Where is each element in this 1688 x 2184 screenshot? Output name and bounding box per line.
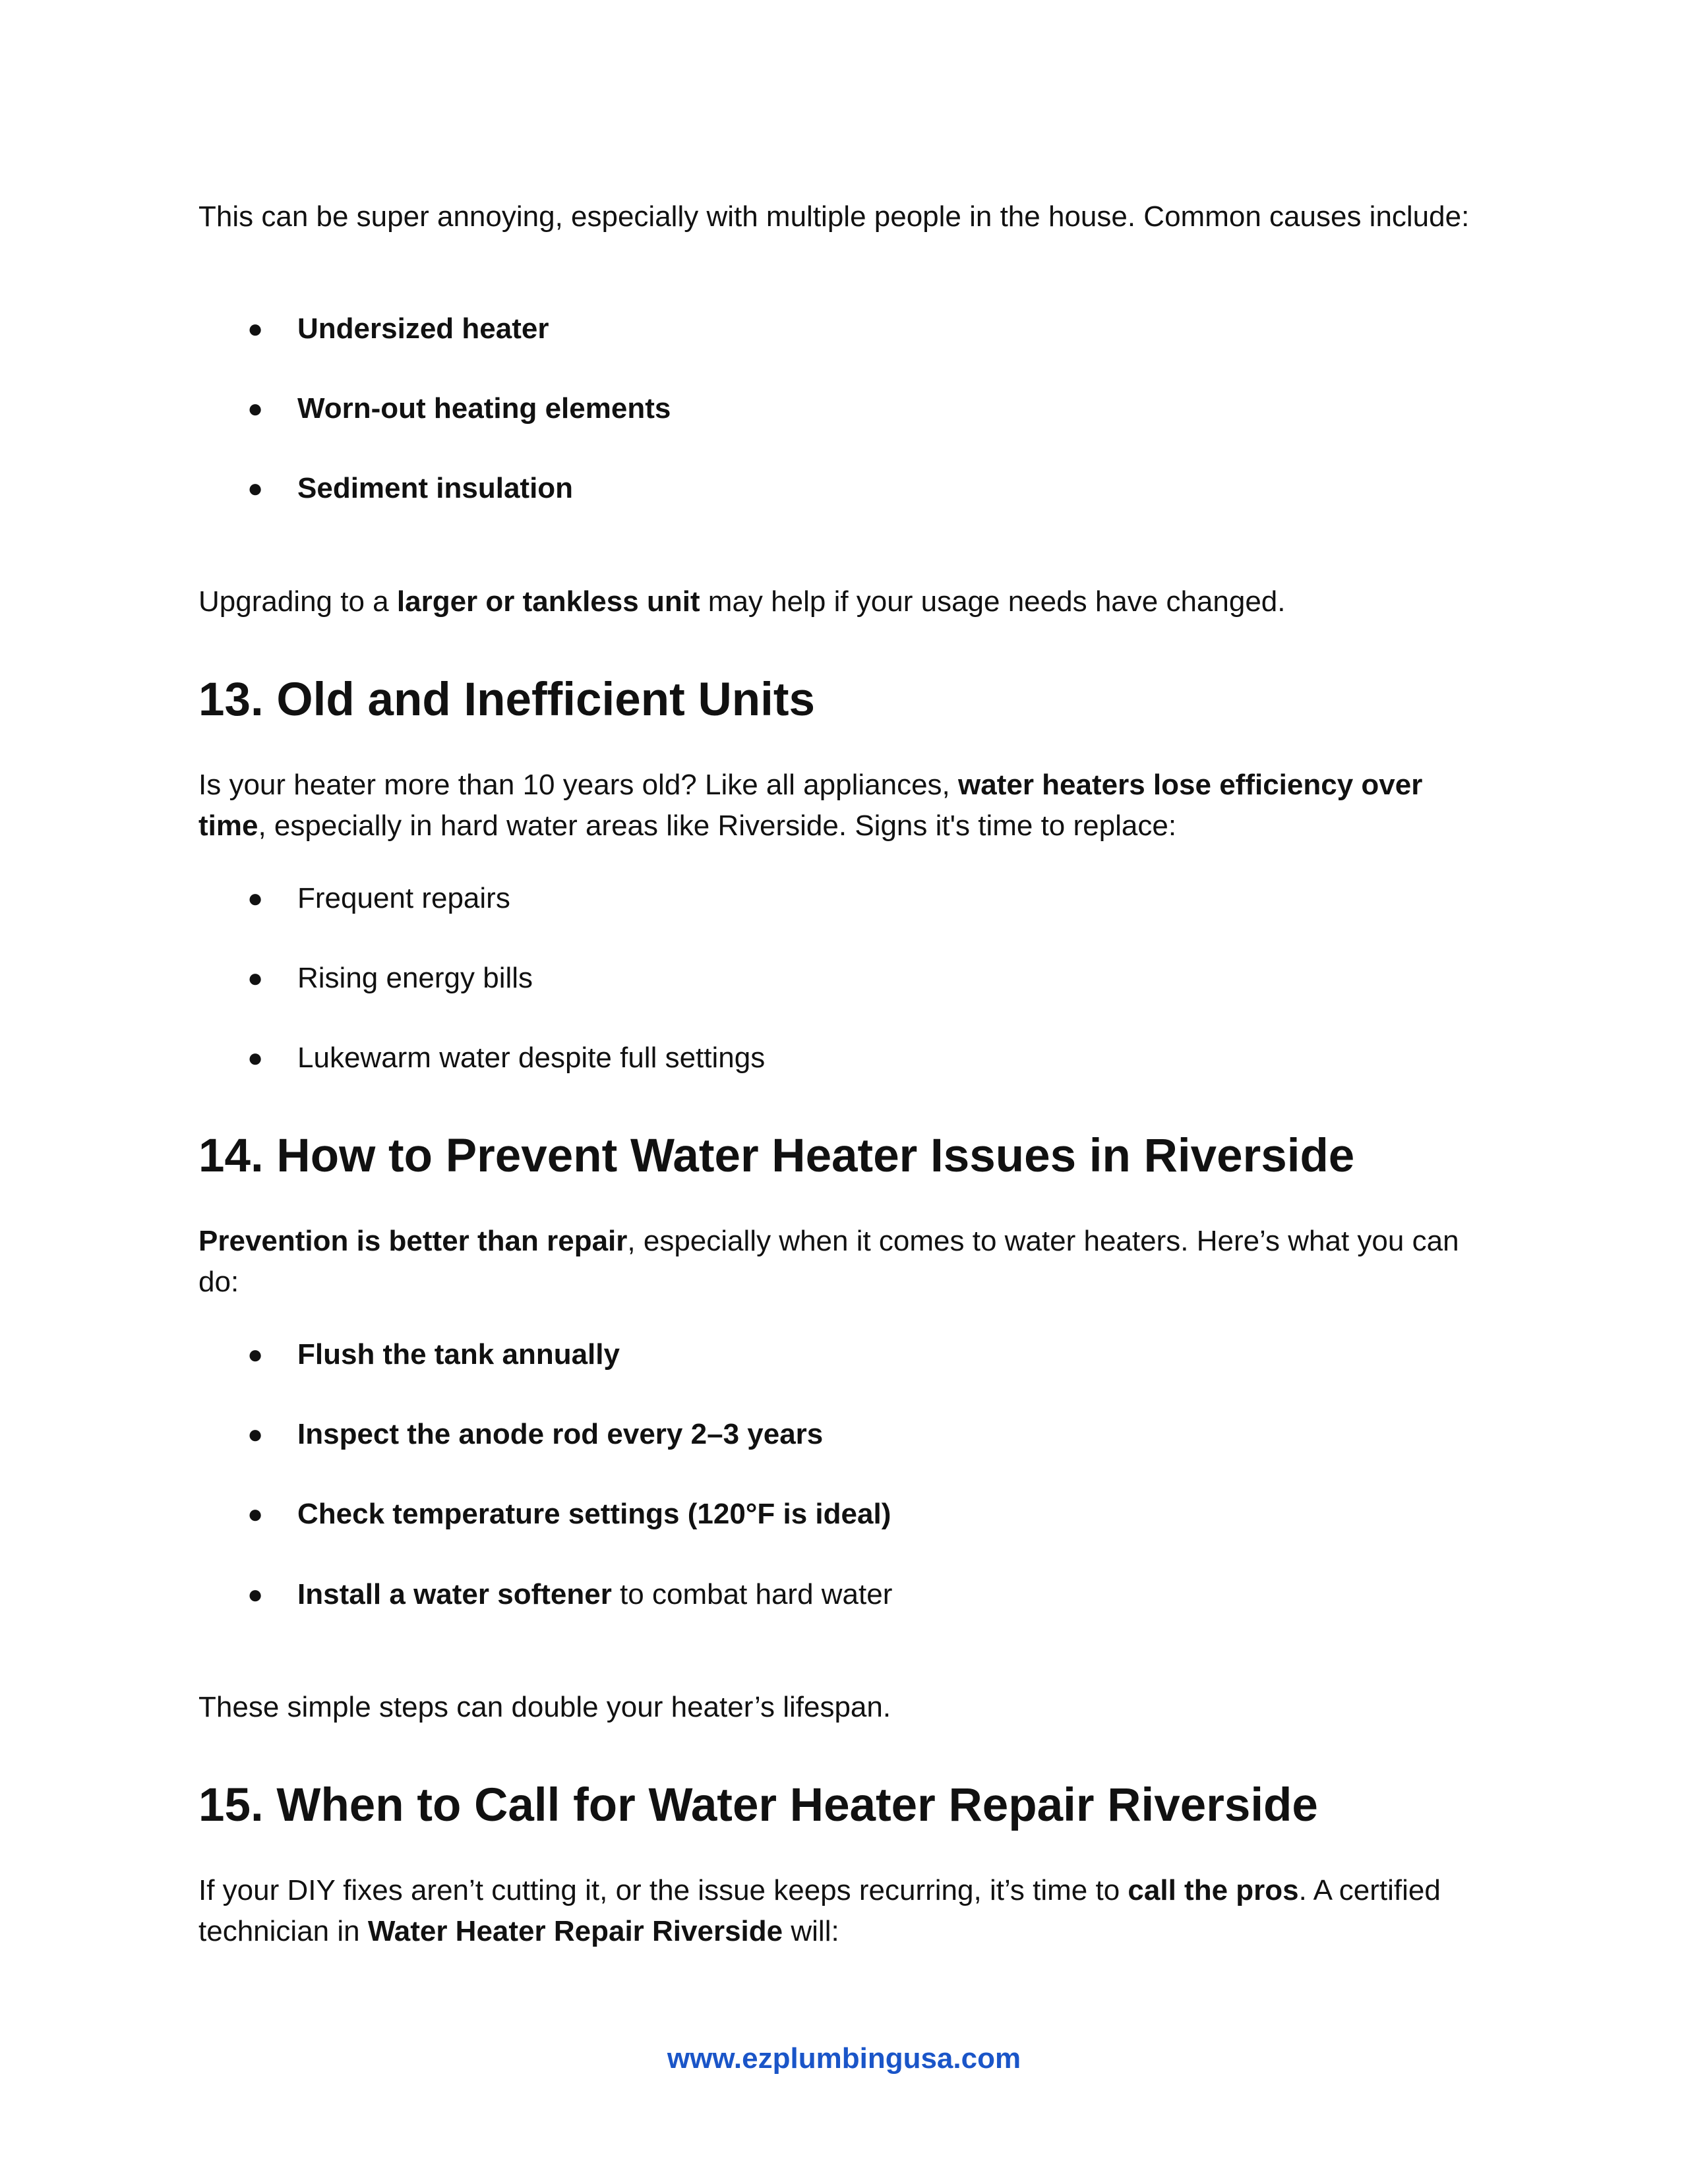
list-item: ● Install a water softener to combat hard water — [198, 1574, 1491, 1615]
bullet-icon: ● — [247, 394, 264, 423]
bullet-icon: ● — [247, 474, 264, 503]
bullet-icon: ● — [247, 1420, 264, 1449]
section-15-paragraph: If your DIY fixes aren’t cutting it, or the issue keeps recurring, it’s time to call the pros. A certified technician in Water Heater Repair Riverside will: — [198, 1874, 1441, 1947]
list-item: ● Rising energy bills — [198, 958, 1491, 999]
upgrade-paragraph: Upgrading to a larger or tankless unit may help if your usage needs have changed. — [198, 585, 1286, 618]
bullet-icon: ● — [247, 964, 264, 993]
footer-website-link[interactable]: www.ezplumbingusa.com — [667, 2042, 1021, 2075]
section-13-paragraph: Is your heater more than 10 years old? Like all appliances, water heaters lose efficiency over time, especially in hard water areas like Riverside. Signs it's time to replace: — [198, 769, 1423, 842]
list-item: ● Undersized heater — [198, 309, 1491, 349]
bullet-icon: ● — [247, 1500, 264, 1529]
intro-paragraph: This can be super annoying, especially with multiple people in the house. Common causes include: — [198, 200, 1470, 233]
section-14-closing: These simple steps can double your heater’s lifespan. — [198, 1691, 891, 1723]
bullet-icon: ● — [247, 314, 264, 343]
list-item: ● Worn-out heating elements — [198, 388, 1491, 429]
list-item: ● Flush the tank annually — [198, 1334, 1491, 1375]
bullet-icon: ● — [247, 1580, 264, 1609]
list-item: ● Check temperature settings (120°F is ideal) — [198, 1494, 1491, 1535]
bullet-icon: ● — [247, 884, 264, 913]
bullet-icon: ● — [247, 1044, 264, 1073]
section-13-heading: 13. Old and Inefficient Units — [198, 674, 815, 726]
section-14-heading: 14. How to Prevent Water Heater Issues in Riverside — [198, 1130, 1355, 1182]
section-14-paragraph: Prevention is better than repair, especially when it comes to water heaters. Here’s what you can do: — [198, 1225, 1459, 1298]
bullet-icon: ● — [247, 1340, 264, 1369]
list-item: ● Frequent repairs — [198, 878, 1491, 919]
list-item: ● Sediment insulation — [198, 468, 1491, 509]
list-item: ● Lukewarm water despite full settings — [198, 1038, 1491, 1078]
list-item: ● Inspect the anode rod every 2–3 years — [198, 1414, 1491, 1455]
section-15-heading: 15. When to Call for Water Heater Repair Riverside — [198, 1779, 1318, 1831]
